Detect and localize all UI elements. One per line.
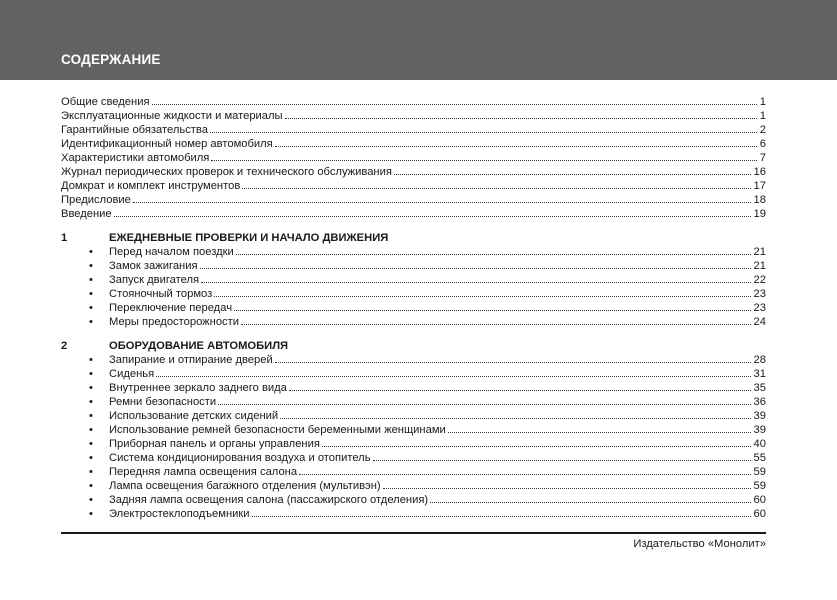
- dot-leader: [383, 479, 751, 489]
- toc-entry-label: Приборная панель и органы управления: [109, 438, 320, 450]
- toc-entry-label: Домкрат и комплект инструментов: [61, 180, 241, 192]
- toc-page-number: 28: [753, 354, 766, 366]
- toc-entry-label: Гарантийные обязательства: [61, 124, 208, 136]
- toc-entry-label: Меры предосторожности: [109, 316, 240, 328]
- toc-sections: [61, 232, 766, 521]
- bullet-icon: •: [89, 396, 93, 408]
- toc-page-number: 7: [759, 152, 766, 164]
- toc-entry-label: Журнал периодических проверок и технического обслуживания: [61, 166, 392, 178]
- toc-entry[interactable]: [61, 451, 766, 465]
- toc-page-number: 6: [759, 138, 766, 150]
- toc-page-number: 31: [753, 368, 766, 380]
- toc-page-number: 60: [753, 508, 766, 520]
- toc-page-number: 24: [753, 316, 766, 328]
- toc-entry-label: Характеристики автомобиля: [61, 152, 210, 164]
- toc-entry-label: Замок зажигания: [109, 260, 198, 272]
- dot-leader: [218, 395, 750, 405]
- page-header: [0, 0, 837, 80]
- bullet-icon: •: [89, 410, 93, 422]
- section-number: 2: [61, 340, 68, 352]
- bullet-icon: •: [89, 246, 93, 258]
- toc-entry[interactable]: [61, 137, 766, 151]
- dot-leader: [275, 137, 757, 147]
- toc-page-number: 59: [753, 480, 766, 492]
- toc-entry[interactable]: [61, 395, 766, 409]
- dot-leader: [234, 301, 751, 311]
- toc-page-number: 59: [753, 466, 766, 478]
- dot-leader: [299, 465, 750, 475]
- toc-page-number: 1: [759, 96, 766, 108]
- dot-leader: [236, 245, 751, 255]
- toc-page-number: 22: [753, 274, 766, 286]
- dot-leader: [373, 451, 751, 461]
- toc-entry[interactable]: [61, 409, 766, 423]
- toc-page-number: 36: [753, 396, 766, 408]
- toc-entry[interactable]: [61, 315, 766, 329]
- bullet-icon: •: [89, 274, 93, 286]
- toc-entry[interactable]: [61, 479, 766, 493]
- section-number: 1: [61, 232, 68, 244]
- toc-entry[interactable]: [61, 437, 766, 451]
- toc-entry[interactable]: [61, 273, 766, 287]
- bullet-icon: •: [89, 368, 93, 380]
- toc-entry[interactable]: [61, 259, 766, 273]
- dot-leader: [242, 179, 750, 189]
- dot-leader: [394, 165, 751, 175]
- toc-entry-label: Предисловие: [61, 194, 131, 206]
- toc-page-number: 40: [753, 438, 766, 450]
- toc-entry-label: Внутреннее зеркало заднего вида: [109, 382, 287, 394]
- dot-leader: [241, 315, 751, 325]
- dot-leader: [280, 409, 750, 419]
- bullet-icon: •: [89, 508, 93, 520]
- table-of-contents: [61, 95, 766, 521]
- section-heading[interactable]: [61, 340, 766, 353]
- toc-entry-label: Общие сведения: [61, 96, 150, 108]
- toc-page-number: 23: [753, 302, 766, 314]
- toc-page-number: 35: [753, 382, 766, 394]
- section-title: ЕЖЕДНЕВНЫЕ ПРОВЕРКИ И НАЧАЛО ДВИЖЕНИЯ: [109, 232, 389, 244]
- toc-entry-label: Система кондиционирования воздуха и отопитель: [109, 452, 371, 464]
- bullet-icon: •: [89, 316, 93, 328]
- bullet-icon: •: [89, 260, 93, 272]
- toc-entry-label: Сиденья: [109, 368, 155, 380]
- dot-leader: [133, 193, 751, 203]
- toc-page-number: 21: [753, 246, 766, 258]
- bullet-icon: •: [89, 288, 93, 300]
- toc-entry-label: Введение: [61, 208, 112, 220]
- toc-entry-label: Эксплуатационные жидкости и материалы: [61, 110, 283, 122]
- bullet-icon: •: [89, 466, 93, 478]
- dot-leader: [322, 437, 751, 447]
- dot-leader: [201, 273, 750, 283]
- bullet-icon: •: [89, 302, 93, 314]
- toc-entry[interactable]: [61, 95, 766, 109]
- toc-page-number: 18: [753, 194, 766, 206]
- toc-entry-label: Лампа освещения багажного отделения (мультивэн): [109, 480, 381, 492]
- bullet-icon: •: [89, 480, 93, 492]
- toc-page-number: 21: [753, 260, 766, 272]
- dot-leader: [430, 493, 750, 503]
- toc-entry-label: Задняя лампа освещения салона (пассажирского отделения): [109, 494, 429, 506]
- toc-entry[interactable]: [61, 465, 766, 479]
- section-heading[interactable]: [61, 232, 766, 245]
- dot-leader: [214, 287, 750, 297]
- toc-page-number: 16: [753, 166, 766, 178]
- toc-entry[interactable]: [61, 287, 766, 301]
- dot-leader: [448, 423, 751, 433]
- toc-entry[interactable]: [61, 493, 766, 507]
- toc-entry-label: Стояночный тормоз: [109, 288, 213, 300]
- bullet-icon: •: [89, 354, 93, 366]
- toc-entry[interactable]: [61, 165, 766, 179]
- toc-page-number: 39: [753, 410, 766, 422]
- toc-entry-label: Запуск двигателя: [109, 274, 200, 286]
- dot-leader: [114, 207, 751, 217]
- toc-entry[interactable]: [61, 245, 766, 259]
- bullet-icon: •: [89, 494, 93, 506]
- toc-page-number: 23: [753, 288, 766, 300]
- bullet-icon: •: [89, 452, 93, 464]
- dot-leader: [210, 123, 757, 133]
- footer-divider: [61, 532, 766, 534]
- bullet-icon: •: [89, 424, 93, 436]
- dot-leader: [252, 507, 751, 517]
- toc-entry[interactable]: [61, 507, 766, 521]
- dot-leader: [200, 259, 751, 269]
- publisher-name: Издательство «Монолит»: [633, 538, 766, 550]
- toc-entry[interactable]: [61, 423, 766, 437]
- toc-entry[interactable]: [61, 367, 766, 381]
- toc-entry-label: Перед началом поездки: [109, 246, 234, 258]
- dot-leader: [156, 367, 750, 377]
- page-title: СОДЕРЖАНИЕ: [61, 52, 161, 67]
- toc-page-number: 2: [759, 124, 766, 136]
- toc-page-number: 39: [753, 424, 766, 436]
- toc-entry[interactable]: [61, 353, 766, 367]
- dot-leader: [152, 95, 757, 105]
- dot-leader: [289, 381, 751, 391]
- toc-entry[interactable]: [61, 123, 766, 137]
- toc-entry[interactable]: [61, 179, 766, 193]
- toc-entry[interactable]: [61, 151, 766, 165]
- toc-entry-label: Использование детских сидений: [109, 410, 279, 422]
- bullet-icon: •: [89, 438, 93, 450]
- toc-entry-label: Электростеклоподъемники: [109, 508, 250, 520]
- section-title: ОБОРУДОВАНИЕ АВТОМОБИЛЯ: [109, 340, 289, 352]
- toc-page-number: 17: [753, 180, 766, 192]
- bullet-icon: •: [89, 382, 93, 394]
- toc-entry-label: Переключение передач: [109, 302, 233, 314]
- toc-entry-label: Передняя лампа освещения салона: [109, 466, 298, 478]
- toc-entry[interactable]: [61, 207, 766, 221]
- dot-leader: [275, 353, 751, 363]
- toc-page-number: 1: [759, 110, 766, 122]
- toc-entry-label: Ремни безопасности: [109, 396, 217, 408]
- toc-entry[interactable]: [61, 381, 766, 395]
- toc-entry-label: Использование ремней безопасности беременными женщинами: [109, 424, 446, 436]
- toc-page-number: 55: [753, 452, 766, 464]
- toc-entry[interactable]: [61, 193, 766, 207]
- toc-intro-list: [61, 95, 766, 221]
- toc-page-number: 19: [753, 208, 766, 220]
- toc-page-number: 60: [753, 494, 766, 506]
- dot-leader: [285, 109, 757, 119]
- dot-leader: [211, 151, 756, 161]
- toc-entry[interactable]: [61, 109, 766, 123]
- toc-entry[interactable]: [61, 301, 766, 315]
- toc-entry-label: Идентификационный номер автомобиля: [61, 138, 273, 150]
- toc-entry-label: Запирание и отпирание дверей: [109, 354, 273, 366]
